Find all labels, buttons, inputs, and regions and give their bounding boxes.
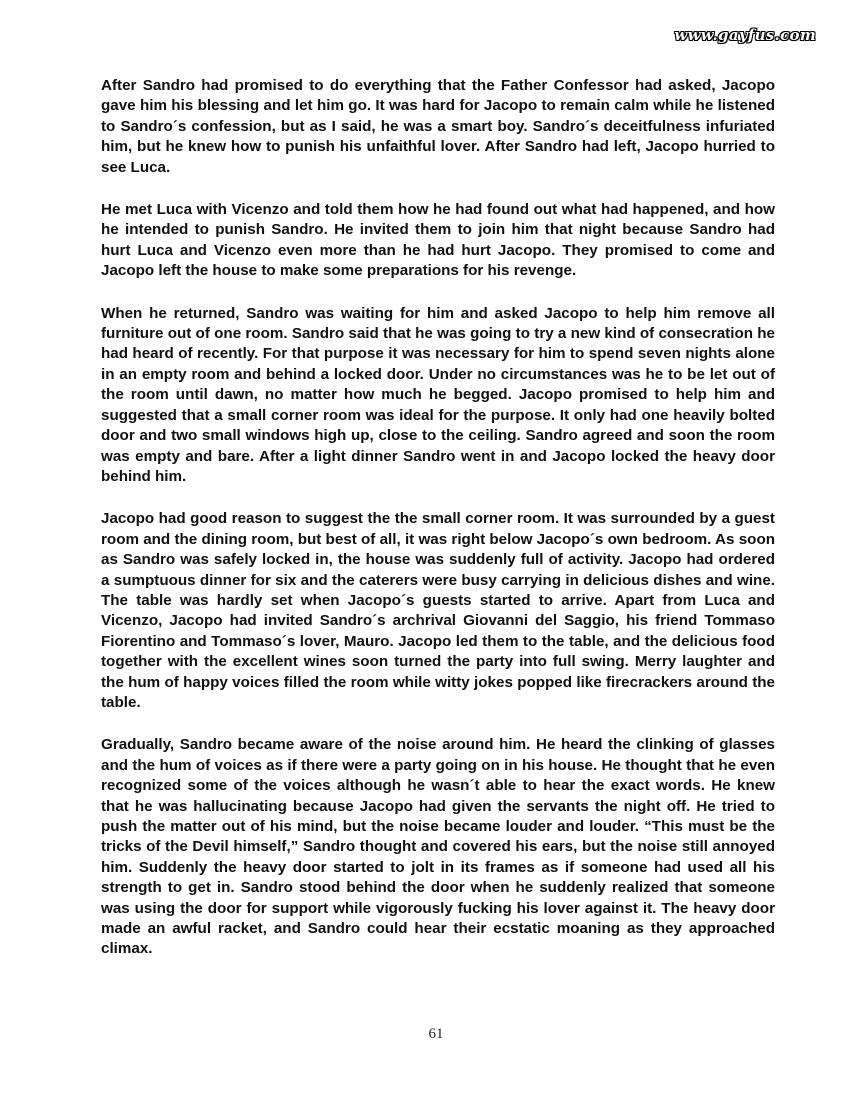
paragraph-4: Jacopo had good reason to suggest the the small corner room. It was surrounded by a guest room and the dining room, but best of all, it was right below Jacopo´s own bedroom. As soon as Sandro was safely locked in, the house was suddenly full of activity. Jacopo had ordered a sumptuous dinner for six and the caterers were busy carrying in delicious dishes and wine. The table was hardly set when Jacopo´s guests started to arrive. Apart from Luca and Vicenzo, Jacopo had invited Sandro´s archrival Giovanni del Saggio, his friend Tommaso Fiorentino and Tommaso´s lover, Mauro. Jacopo led them to the table, and the delicious food together with the excellent wines soon turned the party into full swing. Merry laughter and the hum of happy voices filled the room while witty jokes popped like firecrackers around the table. <box>101 510 775 711</box>
page-text-body <box>101 76 775 982</box>
page-number: 61 <box>428 1026 444 1042</box>
paragraph-2: He met Luca with Vicenzo and told them how he had found out what had happened, and how he intended to punish Sandro. He invited them to join him that night because Sandro had hurt Luca and Vicenzo even more than he had hurt Jacopo. They promised to come and Jacopo left the house to make some preparations for his revenge. <box>101 201 775 280</box>
paragraph-5: Gradually, Sandro became aware of the noise around him. He heard the clinking of glasses and the hum of voices as if there were a party going on in his house. He thought that he even recognized some of the voices although he wasn´t able to hear the exact words. He knew that he was hallucinating because Jacopo had given the servants the night off. He tried to push the matter out of his mind, but the noise became louder and louder. “This must be the tricks of the Devil himself,” Sandro thought and covered his ears, but the noise still annoyed him. Suddenly the heavy door started to jolt in its frames as if someone had used all his strength to get in. Sandro stood behind the door when he suddenly realized that someone was using the door for support while vigorously fucking his lover against it. The heavy door made an awful racket, and Sandro could hear their ecstatic moaning as they approached climax. <box>101 736 775 958</box>
paragraph-1: After Sandro had promised to do everything that the Father Confessor had asked, Jacopo gave him his blessing and let him go. It was hard for Jacopo to remain calm while he listened to Sandro´s confession, but as I said, he was a smart boy. Sandro´s deceitfulness infuriated him, but he knew how to punish his unfaithful lover. After Sandro had left, Jacopo hurried to see Luca. <box>101 77 775 176</box>
paragraph-3: When he returned, Sandro was waiting for him and asked Jacopo to help him remove all furniture out of one room. Sandro said that he was going to try a new kind of consecration he had heard of recently. For that purpose it was necessary for him to spend seven nights alone in an empty room and behind a locked door. Under no circumstances was he to be let out of the room until dawn, no matter how much he begged. Jacopo promised to help him and suggested that a small corner room was ideal for the purpose. It only had one heavily bolted door and two small windows high up, close to the ceiling. Sandro agreed and soon the room was empty and bare. After a light dinner Sandro went in and Jacopo locked the heavy door behind him. <box>101 304 775 485</box>
site-watermark: www.gayfus.com <box>674 26 816 44</box>
